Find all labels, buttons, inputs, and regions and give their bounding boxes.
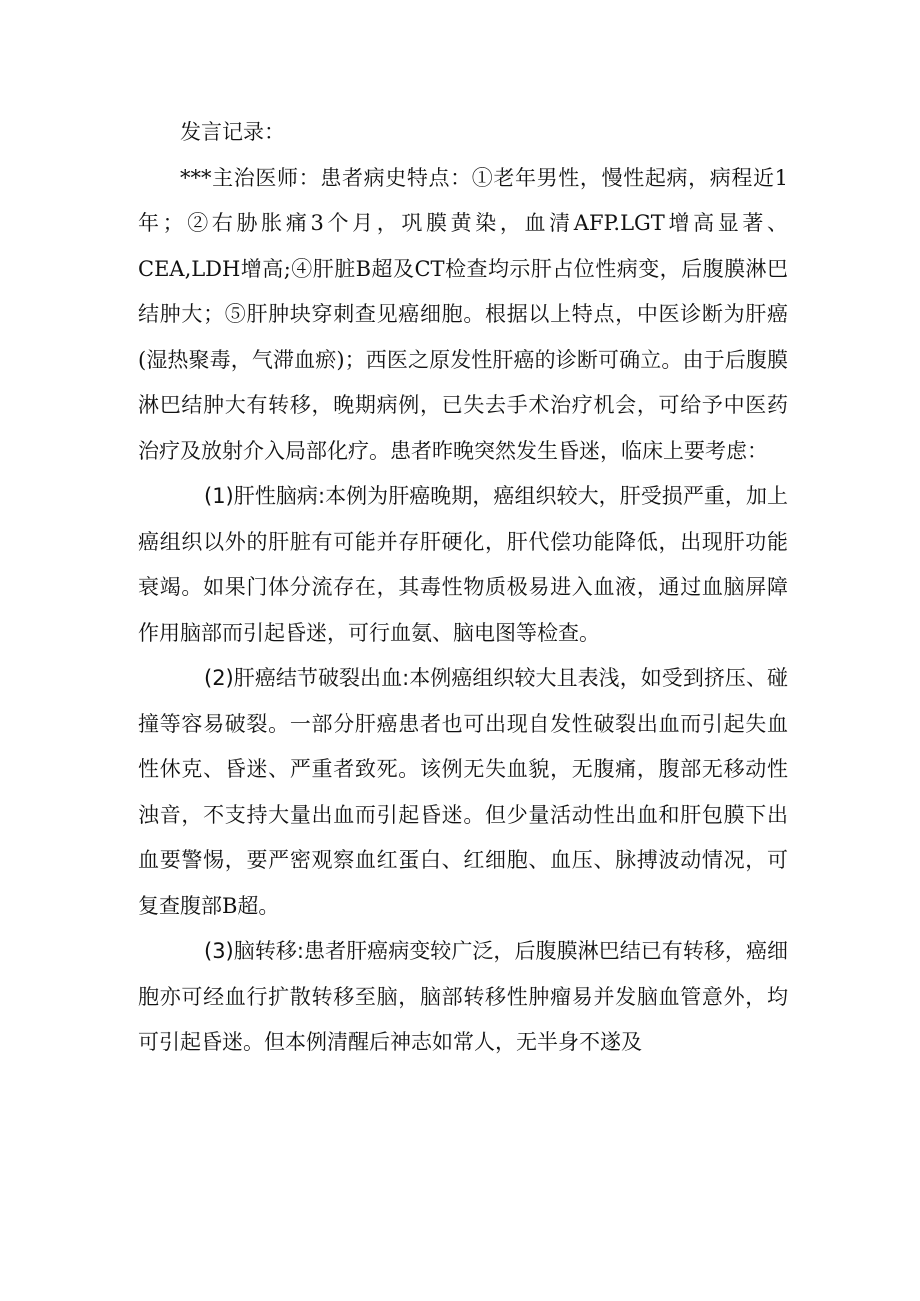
item-text: 患者肝癌病变较广泛，后腹膜淋巴结已有转移，癌细胞亦可经血行扩散转移至脑，脑部转移性肿瘤易并发脑血管意外，均可引起昏迷。但本例清醒后神志如常人，无半身不遂及 <box>138 939 788 1054</box>
item-text: 本例为肝癌晚期，癌组织较大，肝受损严重，加上癌组织以外的肝脏有可能并存肝硬化，肝代偿功能降低，出现肝功能衰竭。如果门体分流存在，其毒性物质极易进入血液，通过血脑屏障作用脑部而引起昏迷，可行血氨、脑电图等检查。 <box>138 484 788 645</box>
attending-statement <box>138 156 788 475</box>
differential-item-hepatic-encephalopathy <box>138 474 788 656</box>
differential-item-brain-metastasis <box>138 929 788 1066</box>
history-summary: 患者病史特点：①老年男性，慢性起病，病程近1年；②右胁胀痛3个月，巩膜黄染，血清AFP.LGT增高显著、CEA,LDH增高;④肝脏B超及CT检查均示肝占位性病变，后腹膜淋巴结肿大；⑤肝肿块穿刺查见癌细胞。根据以上特点，中医诊断为肝癌(湿热聚毒，气滞血瘀)；西医之原发性肝癌的诊断可确立。由于后腹膜淋巴结肿大有转移，晚期病例，已失去手术治疗机会，可给予中医药治疗及放射介入局部化疗。患者昨晚突然发生昏迷，临床上要考虑： <box>138 165 789 463</box>
differential-item-tumor-rupture <box>138 656 788 929</box>
document-page <box>138 110 788 1066</box>
item-label: (2)肝癌结节破裂出血: <box>204 666 410 690</box>
item-text: 本例癌组织较大且表浅，如受到挤压、碰撞等容易破裂。一部分肝癌患者也可出现自发性破裂出血而引起失血性休克、昏迷、严重者致死。该例无失血貌，无腹痛，腹部无移动性浊音，不支持大量出血而引起昏迷。但少量活动性出血和肝包膜下出血要警惕，要严密观察血红蛋白、红细胞、血压、脉搏波动情况，可复查腹部B超。 <box>138 666 788 918</box>
speaker-label: ***主治医师： <box>180 165 321 190</box>
item-label: (3)脑转移: <box>204 939 304 963</box>
record-heading: 发言记录： <box>180 120 285 144</box>
item-label: (1)肝性脑病: <box>204 484 326 508</box>
